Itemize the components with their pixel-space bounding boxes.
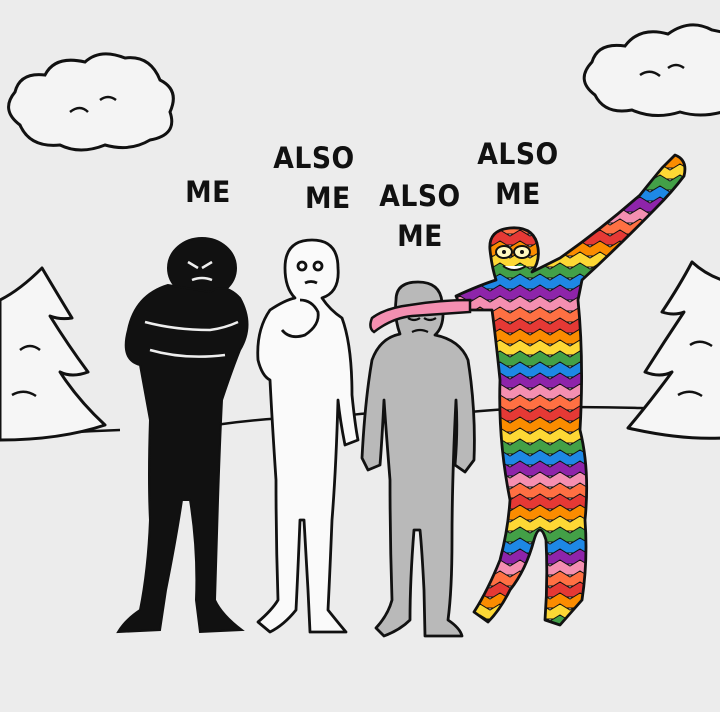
rainbow-stripe — [440, 626, 700, 641]
caption-line: ALSO — [477, 137, 559, 171]
tree-left — [0, 268, 105, 440]
caption-line: ME — [304, 181, 351, 215]
caption-rainbow-figure — [470, 134, 566, 214]
white-figure — [258, 240, 358, 632]
cloud-left — [9, 54, 174, 150]
black-figure — [118, 238, 248, 632]
caption-line: ME — [185, 175, 231, 209]
tree-right — [628, 262, 720, 438]
caption-line: ME — [495, 177, 541, 211]
rainbow-stripe — [440, 241, 700, 256]
caption-white-figure — [266, 138, 362, 218]
caption-gray-figure — [372, 176, 468, 256]
caption-line: ME — [397, 219, 443, 253]
caption-line: ALSO — [273, 141, 355, 175]
ground-line — [0, 404, 720, 438]
caption-black-figure — [179, 172, 238, 212]
rainbow-stripe — [440, 230, 700, 245]
cloud-right — [584, 25, 720, 116]
rainbow-stripe — [440, 219, 700, 234]
caption-line: ALSO — [379, 179, 461, 213]
gray-figure — [362, 282, 474, 636]
